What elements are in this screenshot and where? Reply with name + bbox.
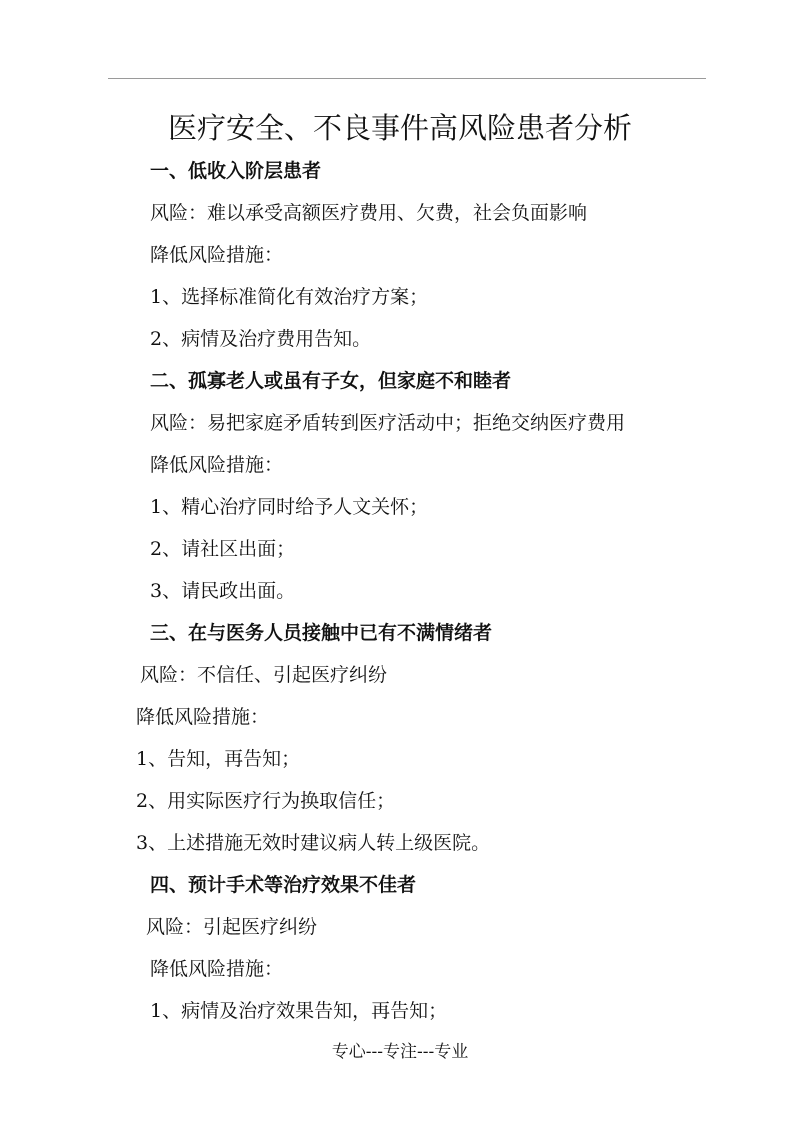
measure-item: 3、请民政出面。 bbox=[150, 580, 296, 602]
section-risk-1: 风险：难以承受高额医疗费用、欠费，社会负面影响 bbox=[150, 202, 588, 224]
section-measures-label-2: 降低风险措施： bbox=[150, 454, 284, 476]
section-measures-label-3: 降低风险措施： bbox=[136, 706, 270, 728]
measure-item: 1、告知，再告知； bbox=[136, 748, 301, 770]
section-heading-4: 四、预计手术等治疗效果不佳者 bbox=[150, 874, 417, 896]
page-footer: 专心---专注---专业 bbox=[331, 1042, 469, 1062]
measure-item: 1、精心治疗同时给予人文关怀； bbox=[150, 496, 429, 518]
document-title: 医疗安全、不良事件高风险患者分析 bbox=[167, 111, 632, 145]
section-risk-4: 风险：引起医疗纠纷 bbox=[146, 916, 318, 938]
measure-item: 2、病情及治疗费用告知。 bbox=[150, 328, 372, 350]
section-measures-label-1: 降低风险措施： bbox=[150, 244, 284, 266]
section-heading-3: 三、在与医务人员接触中已有不满情绪者 bbox=[150, 622, 493, 644]
section-heading-1: 一、低收入阶层患者 bbox=[150, 160, 322, 182]
measure-item: 1、病情及治疗效果告知，再告知； bbox=[150, 1000, 448, 1022]
measure-item: 1、选择标准简化有效治疗方案； bbox=[150, 286, 429, 308]
section-risk-2: 风险：易把家庭矛盾转到医疗活动中；拒绝交纳医疗费用 bbox=[150, 412, 626, 434]
measure-item: 2、请社区出面； bbox=[150, 538, 296, 560]
section-risk-3: 风险：不信任、引起医疗纠纷 bbox=[140, 664, 388, 686]
section-measures-label-4: 降低风险措施： bbox=[150, 958, 284, 980]
measure-item: 2、用实际医疗行为换取信任； bbox=[136, 790, 396, 812]
section-heading-2: 二、孤寡老人或虽有子女，但家庭不和睦者 bbox=[150, 370, 512, 392]
header-rule bbox=[108, 78, 706, 79]
measure-item: 3、上述措施无效时建议病人转上级医院。 bbox=[136, 832, 491, 854]
